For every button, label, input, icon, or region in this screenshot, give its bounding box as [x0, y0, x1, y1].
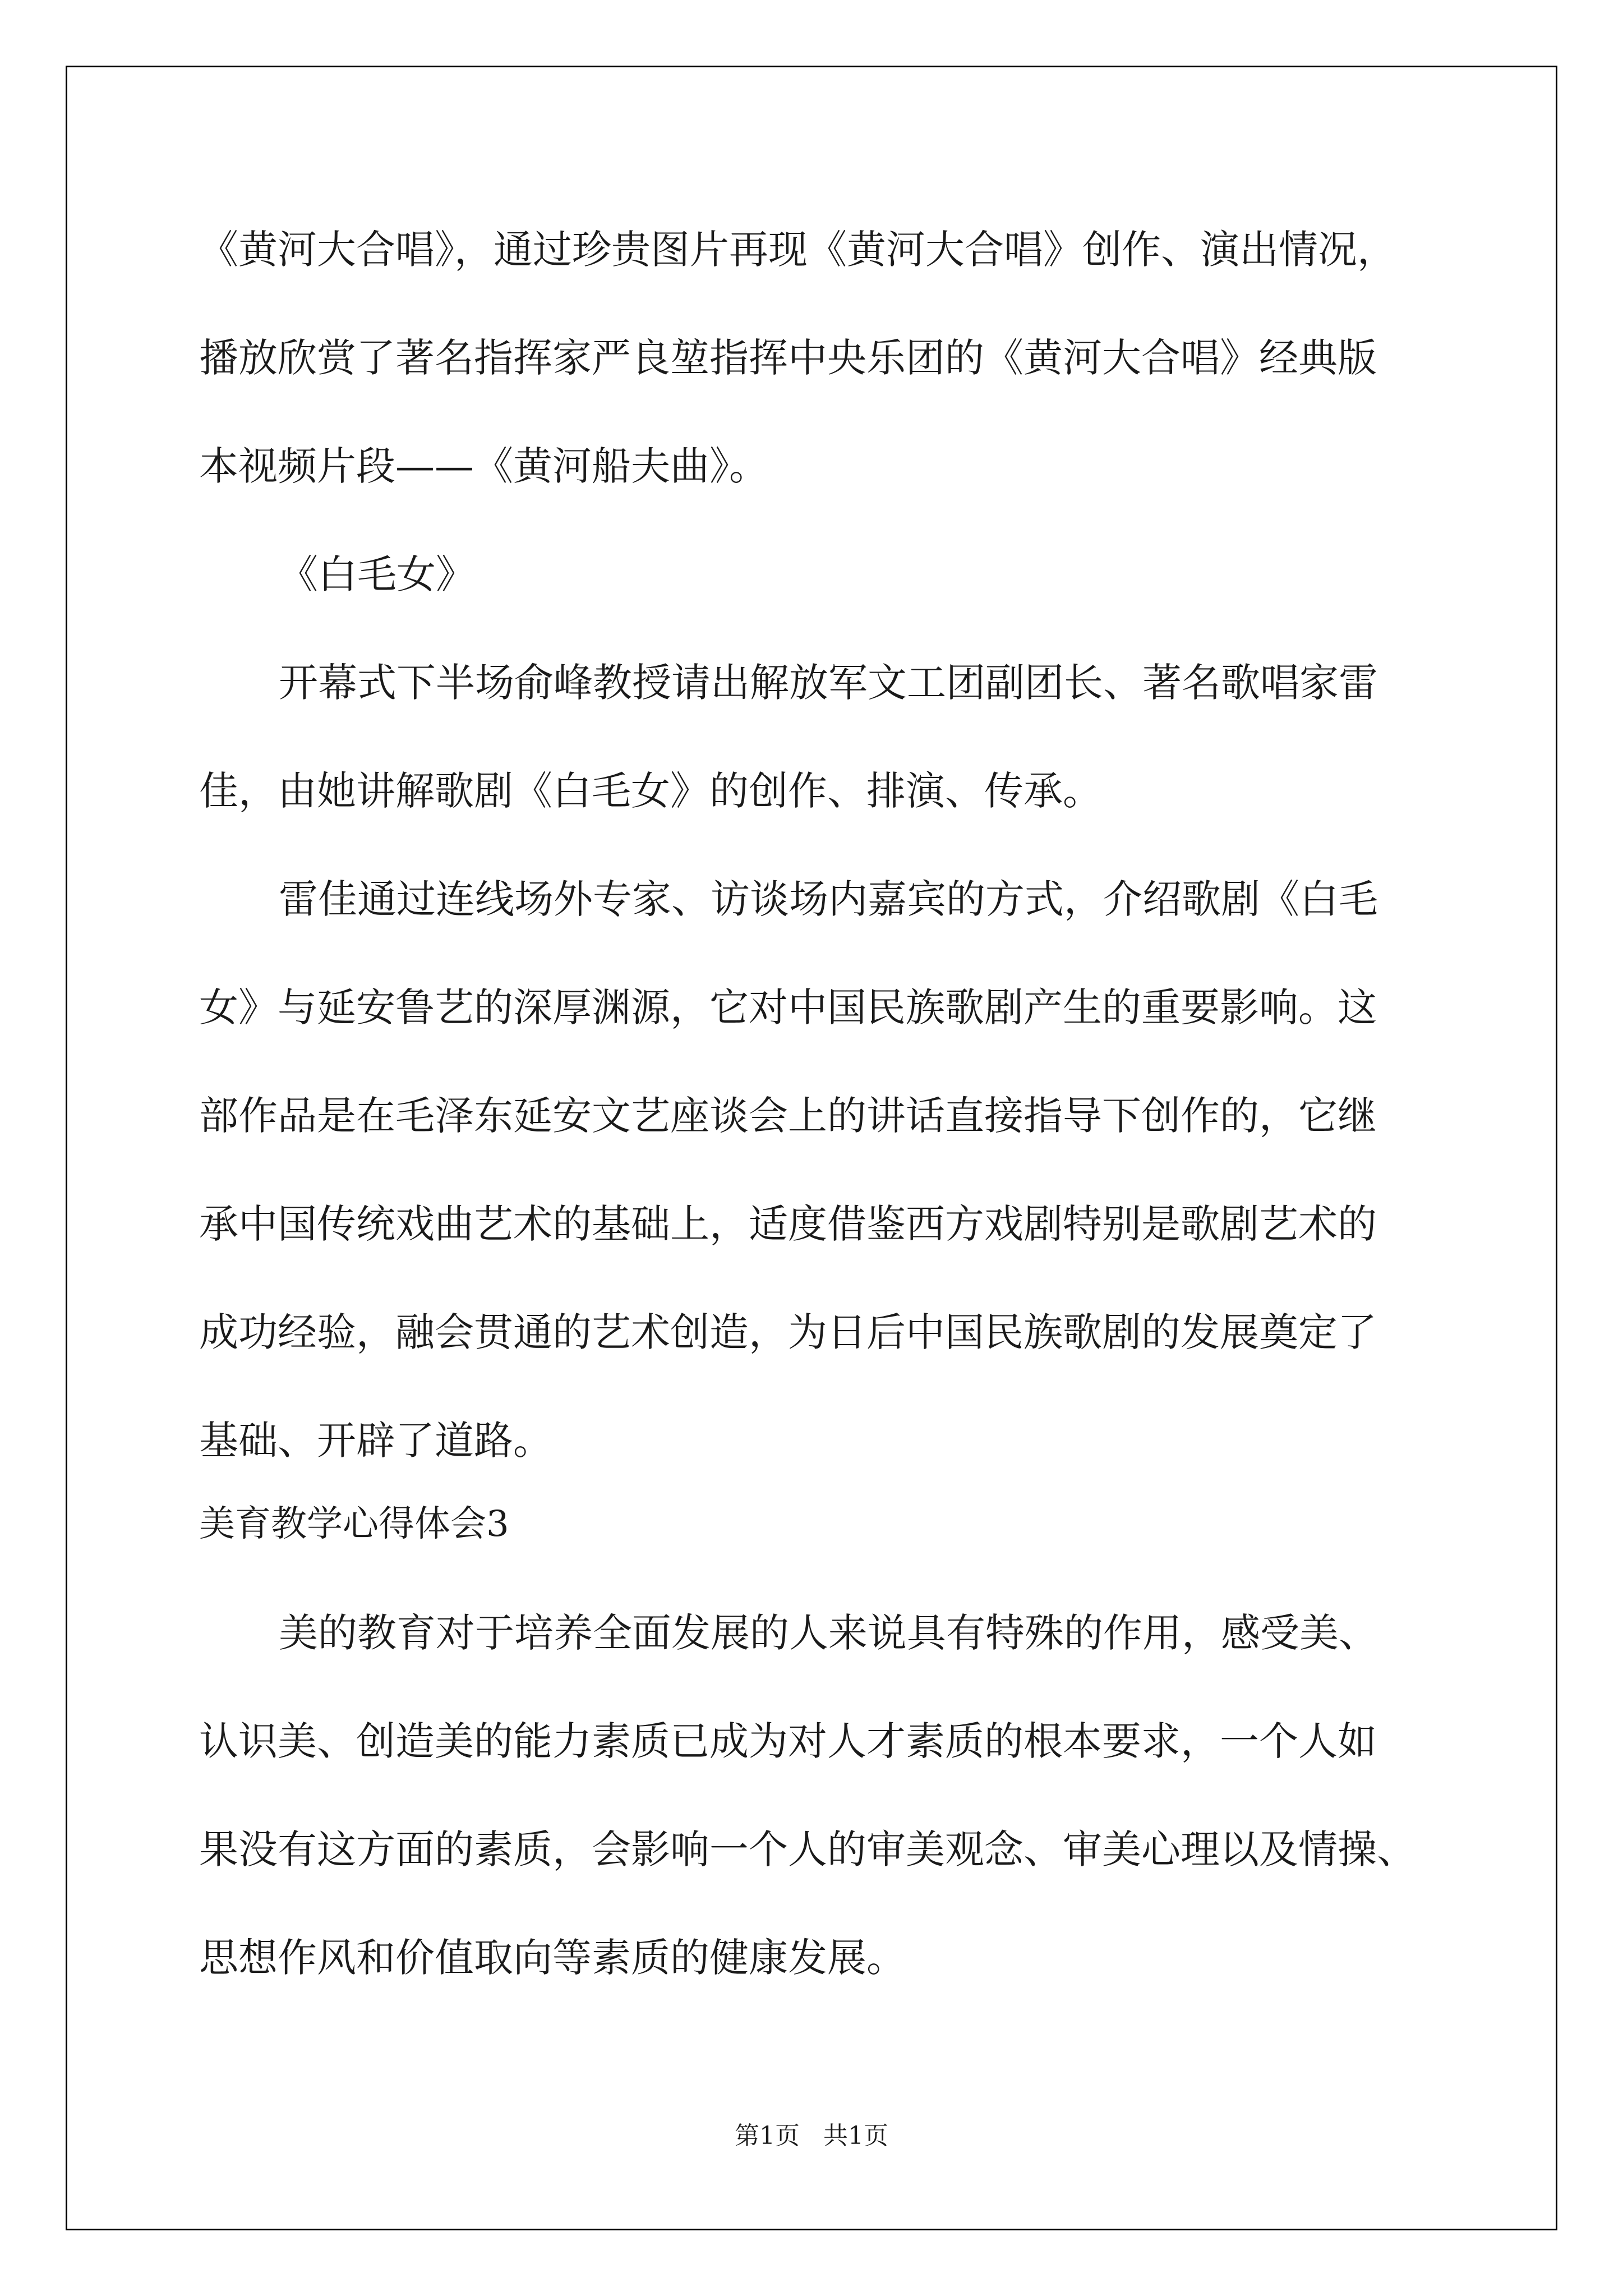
paragraph-line: 成功经验，融会贯通的艺术创造，为日后中国民族歌剧的发展奠定了	[199, 1309, 1377, 1355]
page-border	[66, 66, 1557, 2230]
paragraph-line: 部作品是在毛泽东延安文艺座谈会上的讲话直接指导下创作的，它继	[199, 1093, 1377, 1139]
page-number-footer: 第1页 共1页	[735, 2122, 888, 2150]
paragraph-line: 果没有这方面的素质，会影响一个人的审美观念、审美心理以及情操、	[199, 1826, 1416, 1872]
paragraph-line: 播放欣赏了著名指挥家严良堃指挥中央乐团的《黄河大合唱》经典版	[199, 335, 1377, 381]
paragraph-line: 《黄河大合唱》，通过珍贵图片再现《黄河大合唱》创作、演出情况，	[199, 227, 1396, 273]
paragraph-line: 雷佳通过连线场外专家、访谈场内嘉宾的方式，介绍歌剧《白毛	[279, 876, 1378, 922]
paragraph-line: 佳，由她讲解歌剧《白毛女》的创作、排演、传承。	[199, 768, 1102, 814]
paragraph-line: 本视频片段——《黄河船夫曲》。	[199, 443, 768, 489]
paragraph-line: 思想作风和价值取向等素质的健康发展。	[199, 1935, 906, 1981]
paragraph-line: 承中国传统戏曲艺术的基础上，适度借鉴西方戏剧特别是歌剧艺术的	[199, 1201, 1377, 1247]
section-heading: 美育教学心得体会3	[199, 1503, 509, 1545]
paragraph-line: 基础、开辟了道路。	[199, 1418, 552, 1464]
section-title: 《白毛女》	[279, 551, 475, 597]
paragraph-line: 开幕式下半场俞峰教授请出解放军文工团副团长、著名歌唱家雷	[279, 660, 1378, 706]
paragraph-line: 女》与延安鲁艺的深厚渊源，它对中国民族歌剧产生的重要影响。这	[199, 984, 1377, 1030]
paragraph-line: 美的教育对于培养全面发展的人来说具有特殊的作用，感受美、	[279, 1610, 1378, 1656]
paragraph-line: 认识美、创造美的能力素质已成为对人才素质的根本要求，一个人如	[199, 1718, 1377, 1764]
